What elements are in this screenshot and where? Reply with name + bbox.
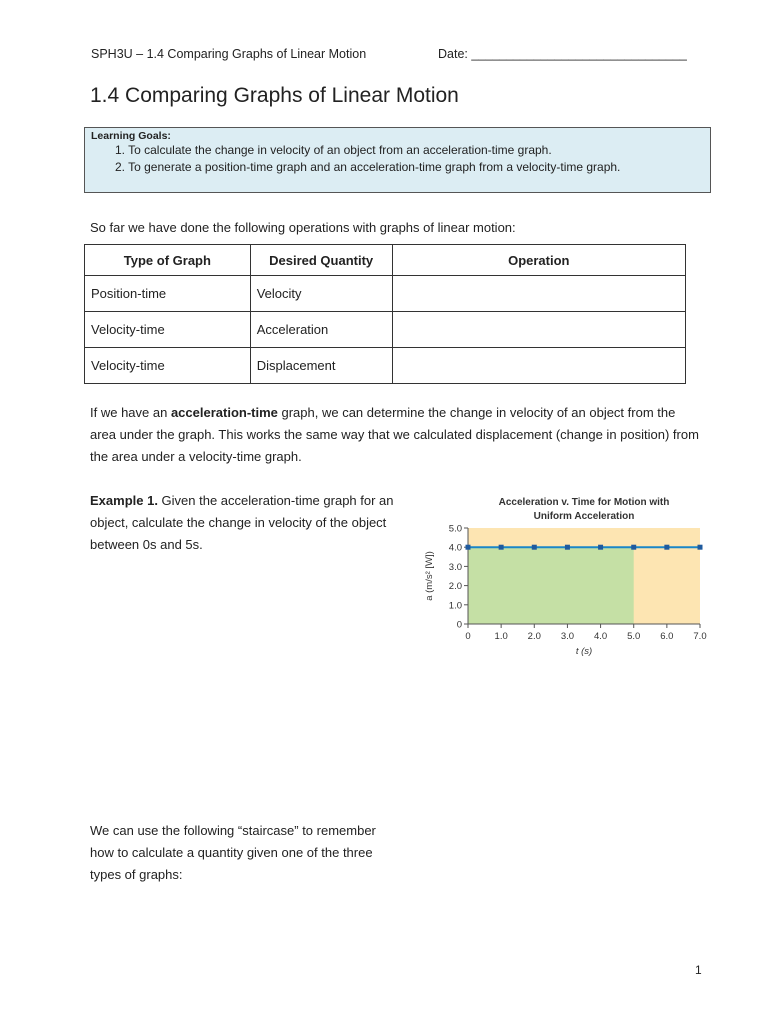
table-header-quantity: Desired Quantity	[250, 245, 392, 276]
learning-goals-box	[84, 127, 711, 193]
chart-y-tick-label: 3.0	[448, 561, 462, 573]
chart-y-tick-label: 1.0	[448, 600, 462, 612]
table-cell: Velocity-time	[85, 312, 251, 348]
chart-y-tick-label: 0	[456, 619, 462, 631]
learning-goals-heading: Learning Goals:	[91, 130, 171, 142]
table-row	[85, 348, 686, 384]
table-header-row	[85, 245, 686, 276]
intro-text: So far we have done the following operations with graphs of linear motion:	[90, 220, 516, 235]
chart-data-point	[499, 545, 504, 550]
table-header-operation: Operation	[392, 245, 685, 276]
chart-data-point	[698, 545, 703, 550]
chart-data-point	[532, 545, 537, 550]
learning-goal-1: 1. To calculate the change in velocity of an object from an acceleration-time graph.	[115, 143, 552, 157]
table-cell: Velocity	[250, 276, 392, 312]
table-cell: Position-time	[85, 276, 251, 312]
chart-y-axis-label: a (m/s² [W])	[424, 551, 435, 601]
chart-x-tick-label: 0	[465, 631, 471, 642]
chart-y-tick-label: 2.0	[448, 581, 462, 593]
table-row	[85, 276, 686, 312]
chart-x-tick-label: 5.0	[627, 631, 641, 642]
learning-goal-2: 2. To generate a position-time graph and an acceleration-time graph from a velocity-time graph.	[115, 160, 621, 174]
chart-x-tick-label: 3.0	[560, 631, 575, 642]
page-title: 1.4 Comparing Graphs of Linear Motion	[90, 84, 459, 107]
paragraph-bold: acceleration-time	[170, 405, 278, 420]
chart-x-tick-label: 2.0	[527, 631, 541, 642]
chart-x-tick-label: 7.0	[693, 631, 707, 642]
table-cell-operation	[392, 276, 685, 312]
paragraph-pre: If we have an	[90, 405, 171, 420]
header-date-field: Date: _______________________________	[438, 47, 687, 61]
chart-data-point	[631, 545, 636, 550]
example-label: Example 1.	[90, 493, 158, 508]
table-header-type: Type of Graph	[85, 245, 251, 276]
table-cell: Acceleration	[250, 312, 392, 348]
operations-table	[84, 244, 686, 384]
table-cell-operation	[392, 348, 685, 384]
table-cell-operation	[392, 312, 685, 348]
header-course: SPH3U – 1.4 Comparing Graphs of Linear Motion	[91, 47, 367, 61]
chart-x-tick-label: 1.0	[494, 631, 508, 642]
table-row	[85, 312, 686, 348]
paragraph-post: graph, we can determine the change in velocity of an object from the area under the graph. This works the same way that we calculated displacement (change in position) from the area under a velocity-time graph.	[90, 405, 699, 464]
staircase-text: We can use the following “staircase” to remember how to calculate a quantity given one of the three types of graphs:	[90, 823, 376, 882]
chart-x-axis-label: t (s)	[575, 646, 593, 657]
chart-data-point	[664, 545, 669, 550]
chart-x-tick-label: 4.0	[593, 631, 608, 642]
chart-data-point	[466, 545, 471, 550]
example-text: Given the acceleration-time graph for an object, calculate the change in velocity of the object between 0s and 5s.	[90, 493, 394, 552]
acceleration-time-chart	[418, 490, 718, 668]
chart-title-line: Acceleration v. Time for Motion with	[498, 497, 670, 508]
chart-x-tick-label: 6.0	[660, 631, 674, 642]
area-explanation-paragraph	[90, 402, 700, 468]
table-cell: Displacement	[250, 348, 392, 384]
page-number: 1	[695, 963, 702, 977]
table-cell: Velocity-time	[85, 348, 251, 384]
chart-y-tick-label: 4.0	[448, 542, 462, 554]
chart-y-tick-label: 5.0	[448, 523, 462, 535]
chart-data-point	[598, 545, 603, 550]
chart-title-line: Uniform Acceleration	[533, 511, 635, 522]
chart-shaded-area	[468, 547, 634, 624]
chart-data-point	[565, 545, 570, 550]
example-1	[90, 490, 400, 556]
